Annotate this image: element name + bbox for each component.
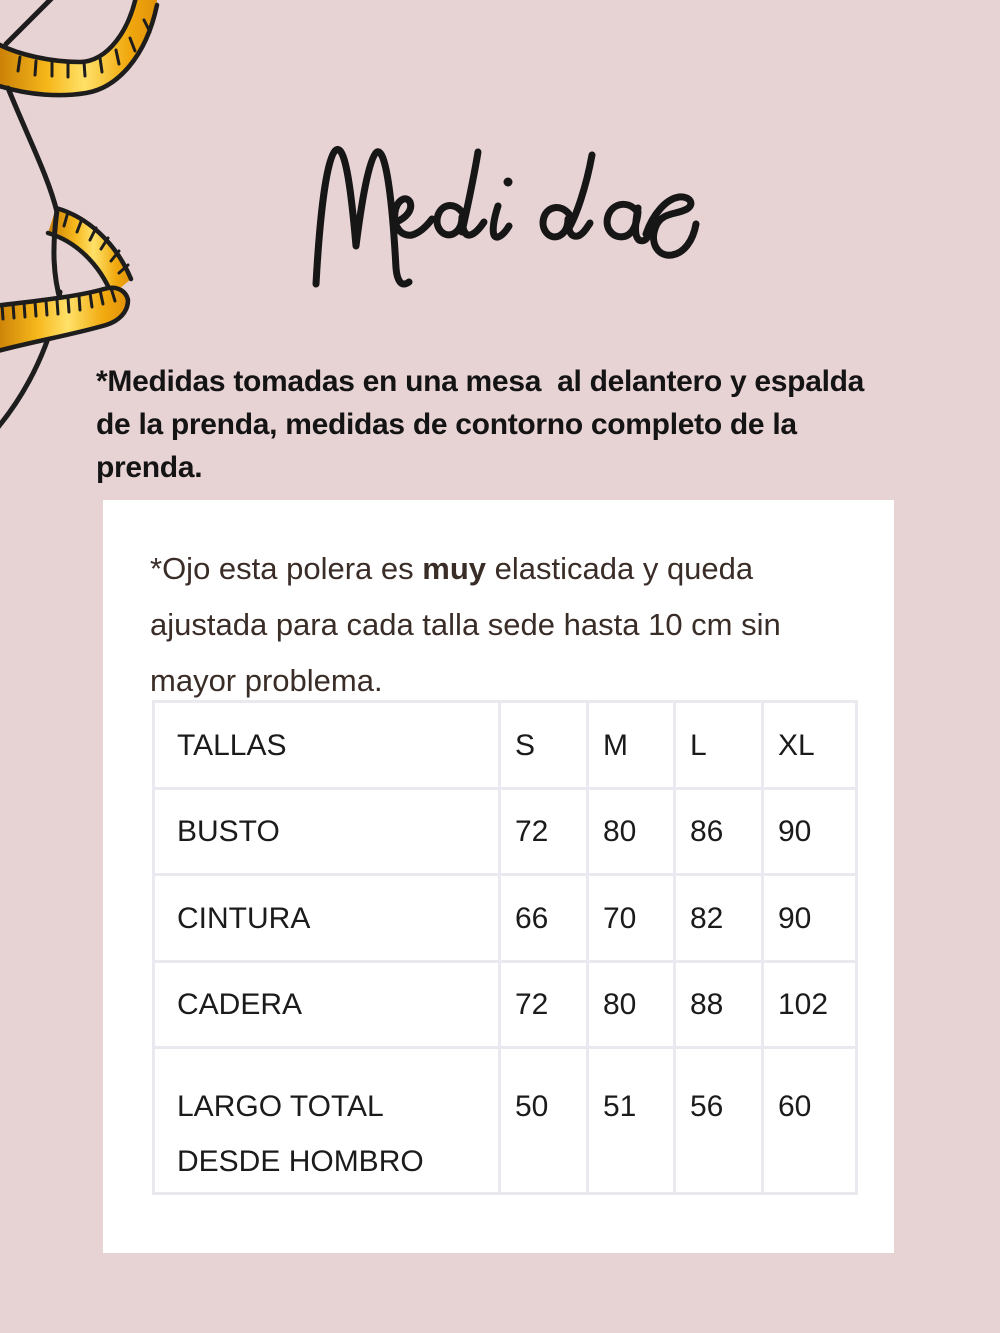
table-row xyxy=(154,962,857,1048)
size-table xyxy=(152,700,858,1195)
row-label-busto: BUSTO xyxy=(154,789,500,875)
table-row xyxy=(154,789,857,875)
row-label-largo-total: LARGO TOTAL DESDE HOMBRO xyxy=(154,1048,500,1194)
cell-value: 60 xyxy=(763,1048,857,1194)
elasticity-note xyxy=(150,541,850,709)
table-row xyxy=(154,875,857,962)
size-chart-card xyxy=(103,500,894,1253)
table-header-row xyxy=(154,702,857,789)
col-header-m: M xyxy=(588,702,675,789)
disclaimer-line: de la prenda, medidas de contorno completo de la xyxy=(96,408,797,441)
cell-value: 51 xyxy=(588,1048,675,1194)
cell-value: 50 xyxy=(500,1048,588,1194)
cell-value: 72 xyxy=(500,789,588,875)
cell-value: 82 xyxy=(675,875,763,962)
row-label-cintura: CINTURA xyxy=(154,875,500,962)
cell-value: 70 xyxy=(588,875,675,962)
cell-value: 90 xyxy=(763,875,857,962)
cell-value: 86 xyxy=(675,789,763,875)
note-text: elasticada y queda xyxy=(486,551,754,586)
note-line: mayor problema. xyxy=(150,663,383,698)
cell-value: 80 xyxy=(588,962,675,1048)
measurement-disclaimer xyxy=(96,360,956,489)
cell-value: 90 xyxy=(763,789,857,875)
medidas-script-lettering xyxy=(296,128,716,313)
col-header-xl: XL xyxy=(763,702,857,789)
cell-value: 72 xyxy=(500,962,588,1048)
cell-value: 102 xyxy=(763,962,857,1048)
note-bold-text: muy xyxy=(422,551,487,586)
disclaimer-line: prenda. xyxy=(96,451,203,484)
cell-value: 66 xyxy=(500,875,588,962)
cell-value: 88 xyxy=(675,962,763,1048)
col-header-tallas: TALLAS xyxy=(154,702,500,789)
cell-value: 56 xyxy=(675,1048,763,1194)
note-text: *Ojo esta polera es xyxy=(150,551,423,586)
disclaimer-line: *Medidas tomadas en una mesa al delantero y espalda xyxy=(96,365,865,398)
table-row xyxy=(154,1048,857,1194)
col-header-s: S xyxy=(500,702,588,789)
note-line xyxy=(150,541,850,597)
note-line: ajustada para cada talla sede hasta 10 cm sin xyxy=(150,607,781,642)
col-header-l: L xyxy=(675,702,763,789)
row-label-cadera: CADERA xyxy=(154,962,500,1048)
cell-value: 80 xyxy=(588,789,675,875)
